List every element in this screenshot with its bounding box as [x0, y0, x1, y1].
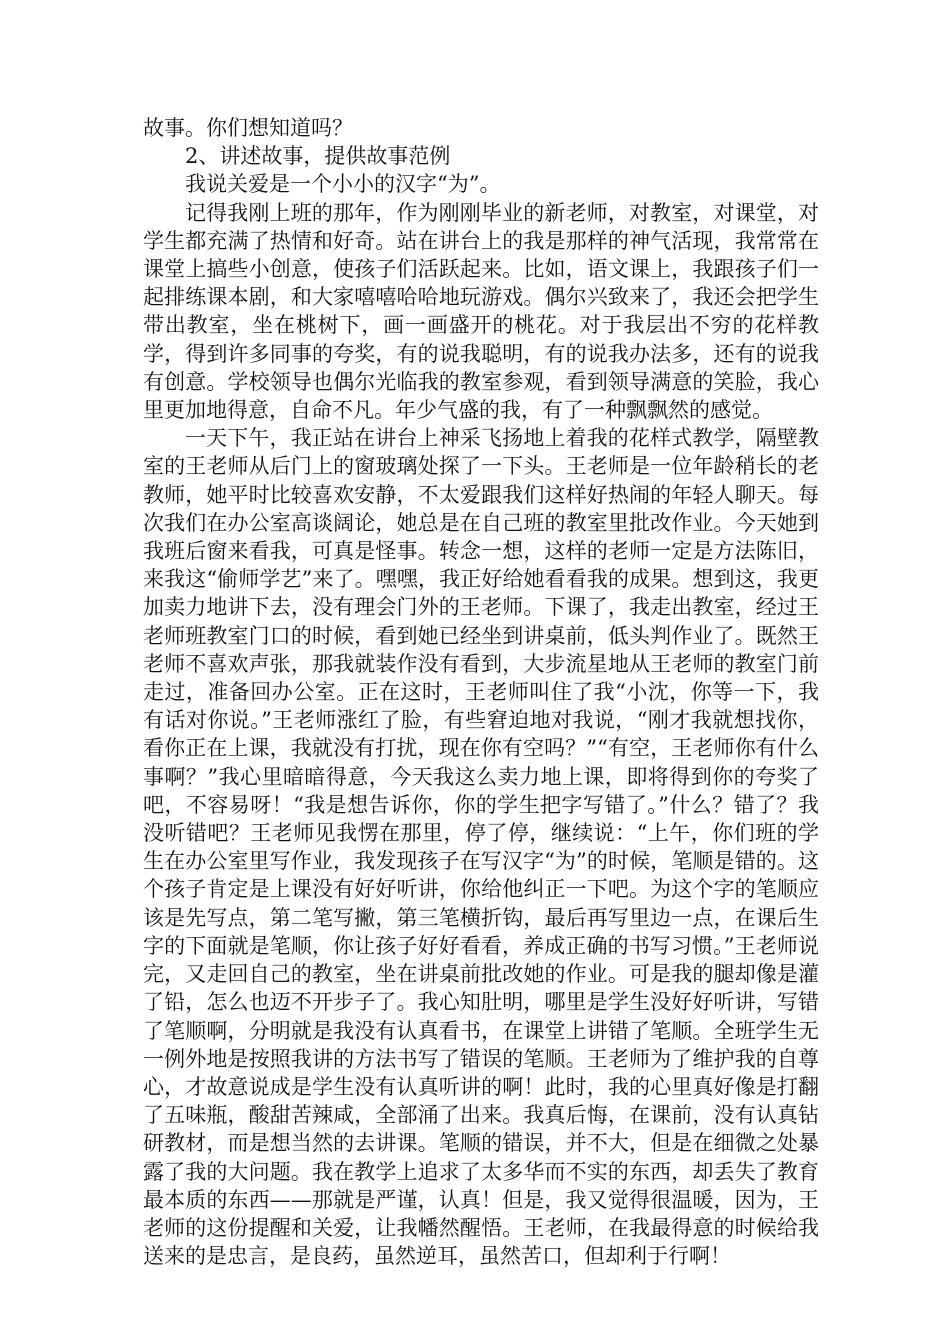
paragraph-story-part-1: 记得我刚上班的那年，作为刚刚毕业的新老师，对教室，对课堂，对学生都充满了热情和好奇。站在讲台上的我是那样的神气活现，我常常在课堂上搞些小创意，使孩子们活跃起来。比如，语文课上，我跟孩子们一起排练课本剧，和大家嘻嘻哈哈地玩游戏。偶尔兴致来了，我还会把学生带出教室，坐在桃树下，画一画盛开的桃花。对于我层出不穷的花样教学，得到许多同事的夸奖，有的说我聪明，有的说我办法多，还有的说我有创意。学校领导也偶尔光临我的教室参观，看到领导满意的笑脸，我心里更加地得意，自命不凡。年少气盛的我，有了一种飘飘然的感觉。 — [143, 200, 819, 423]
paragraph-intro-end: 故事。你们想知道吗？ — [143, 116, 353, 140]
paragraph-topic: 我说关爱是一个小小的汉字“为”。 — [185, 172, 501, 197]
paragraph-story-part-2: 一天下午，我正站在讲台上神采飞扬地上着我的花样式教学，隔壁教室的王老师从后门上的窗玻璃处探了一下头。王老师是一位年龄稍长的老教师，她平时比较喜欢安静，不太爱跟我们这样好热闹的年轻人聊天。每次我们在办公室高谈阔论，她总是在自己班的教室里批改作业。今天她到我班后窗来看我，可真是怪事。转念一想，这样的老师一定是方法陈旧，来我这“偷师学艺”来了。嘿嘿，我正好给她看看我的成果。想到这，我更加卖力地讲下去，没有理会门外的王老师。下课了，我走出教室，经过王老师班教室门口的时候，看到她已经坐到讲桌前，低头判作业了。既然王老师不喜欢声张，那我就装作没有看到，大步流星地从王老师的教室门前走过，准备回办公室。正在这时，王老师叫住了我“小沈，你等一下，我有话对你说。”王老师涨红了脸，有些窘迫地对我说，“刚才我就想找你，看你正在上课，我就没有打扰，现在你有空吗？”“有空，王老师你有什么事啊？”我心里暗暗得意，今天我这么卖力地上课，即将得到你的夸奖了吧，不容易呀！“我是想告诉你，你的学生把字写错了。”什么？错了？我没听错吧？王老师见我愣在那里，停了停，继续说：“上午，你们班的学生在办公室里写作业，我发现孩子在写汉字“为”的时候，笔顺是错的。这个孩子肯定是上课没有好好听讲，你给他纠正一下吧。为这个字的笔顺应该是先写点，第二笔写撇，第三笔横折钩，最后再写里边一点，在课后生字的下面就是笔顺，你让孩子好好看看，养成正确的书写习惯。”王老师说完，又走回自己的教室，坐在讲桌前批改她的作业。可是我的腿却像是灌了铅，怎么也迈不开步子了。我心知肚明，哪里是学生没好好听讲，写错了笔顺啊，分明就是我没有认真看书，在课堂上讲错了笔顺。全班学生无一例外地是按照我讲的方法书写了错误的笔顺。王老师为了维护我的自尊心，才故意说成是学生没有认真听讲的啊！此时，我的心里真好像是打翻了五味瓶，酸甜苦辣咸，全部涌了出来。我真后悔，在课前，没有认真钻研教材，而是想当然的去讲课。笔顺的错误，并不大，但是在细微之处暴露了我的大问题。我在教学上追求了太多华而不实的东西，却丢失了教育最本质的东西——那就是严谨，认真！但是，我又觉得很温暖，因为，王老师的这份提醒和关爱，让我幡然醒悟。王老师，在我最得意的时候给我送来的是忠言，是良药，虽然逆耳，虽然苦口，但却利于行啊！ — [143, 426, 819, 1269]
document-page — [143, 114, 819, 1270]
section-heading: 2、讲述故事，提供故事范例 — [185, 144, 451, 169]
